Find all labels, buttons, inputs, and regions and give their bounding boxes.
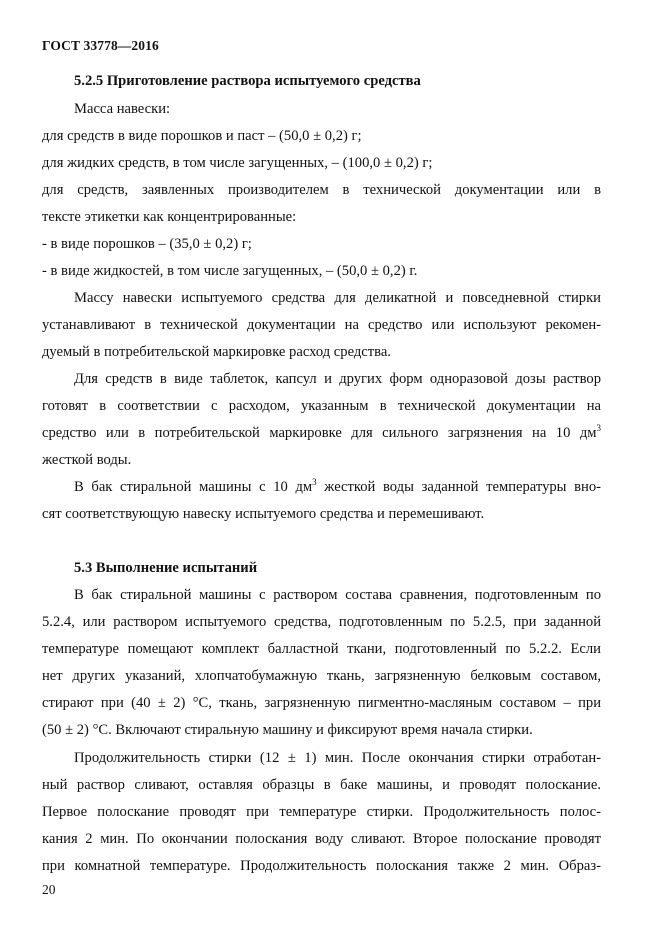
standard-header: ГОСТ 33778—2016 (42, 38, 159, 53)
paragraph-line: Масса навески: (74, 101, 171, 117)
paragraph-line: Для средств в виде таблеток, капсул и других форм одноразовой дозы раствор (74, 371, 601, 387)
paragraph-line: жесткой воды. (42, 452, 132, 468)
paragraph-line (74, 478, 601, 496)
paragraph-line: для средств, заявленных производителем в технической документации или в (42, 182, 601, 198)
text-run: В бак стиральной машины с 10 дм (74, 479, 313, 495)
section-5-3-heading: 5.3 Выполнение испытаний (74, 560, 258, 576)
paragraph-line: В бак стиральной машины с раствором состава сравнения, подготовленным по (74, 587, 601, 603)
paragraph-line: при комнатной температуре. Продолжительность полоскания также 2 мин. Образ- (42, 858, 601, 874)
paragraph-line: Массу навески испытуемого средства для деликатной и повседневной стирки (74, 290, 601, 306)
paragraph-line: Продолжительность стирки (12 ± 1) мин. После окончания стирки отработан- (74, 750, 601, 766)
paragraph-line: для жидких средств, в том числе загущенных, – (100,0 ± 0,2) г; (42, 155, 433, 171)
paragraph-line: готовят в соответствии с расходом, указанным в технической документации на (42, 398, 601, 414)
paragraph-line: Первое полоскание проводят при температуре стирки. Продолжительность полос- (42, 804, 601, 820)
paragraph-line: устанавливают в технической документации на средство или используют рекомен- (42, 317, 601, 333)
superscript: 3 (596, 424, 601, 433)
paragraph-line: дуемый в потребительской маркировке расход средства. (42, 344, 391, 360)
paragraph-line: (50 ± 2) °С. Включают стиральную машину и фиксируют время начала стирки. (42, 722, 533, 738)
paragraph-line: - в виде жидкостей, в том числе загущенных, – (50,0 ± 0,2) г. (42, 263, 418, 279)
superscript: 3 (312, 478, 317, 487)
text-run: средство или в потребительской маркировке для сильного загрязнения на 10 дм (42, 425, 597, 441)
paragraph-line: 5.2.4, или раствором испытуемого средства, подготовленным по 5.2.5, при заданной (42, 614, 601, 630)
paragraph-line (42, 424, 601, 442)
paragraph-line: температуре помещают комплект балластной ткани, подготовленный по 5.2.2. Если (42, 641, 601, 657)
page-number: 20 (42, 882, 56, 897)
paragraph-line: кания 2 мин. По окончании полоскания воду сливают. Второе полоскание проводят (42, 831, 601, 847)
text-run: жесткой воды заданной температуры вно- (316, 479, 601, 495)
paragraph-line: тексте этикетки как концентрированные: (42, 209, 297, 225)
paragraph-line: стирают при (40 ± 2) °С, ткань, загрязненную пигментно-масляным составом – при (42, 695, 601, 711)
paragraph-line: сят соответствующую навеску испытуемого средства и перемешивают. (42, 506, 485, 522)
paragraph-line: ный раствор сливают, оставляя образцы в баке машины, и проводят полоскание. (42, 777, 601, 793)
paragraph-line: - в виде порошков – (35,0 ± 0,2) г; (42, 236, 252, 252)
paragraph-line: нет других указаний, хлопчатобумажную ткань, загрязненную белковым составом, (42, 668, 601, 684)
paragraph-line: для средств в виде порошков и паст – (50,0 ± 0,2) г; (42, 128, 362, 144)
section-5-2-5-heading: 5.2.5 Приготовление раствора испытуемого средства (74, 73, 421, 89)
